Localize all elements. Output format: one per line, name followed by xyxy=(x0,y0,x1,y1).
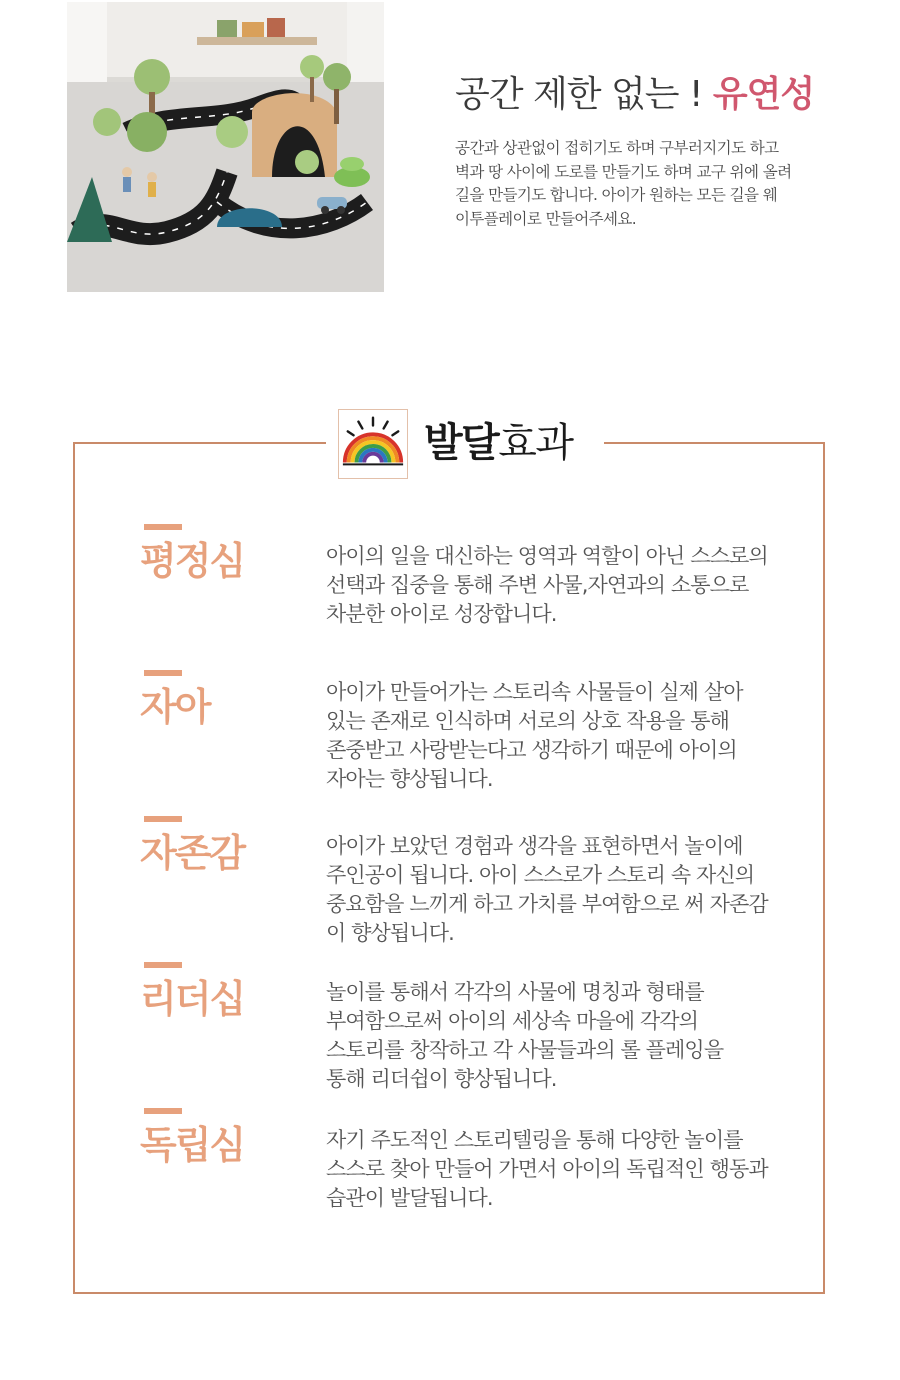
description-line: 아이가 만들어가는 스토리속 사물들이 실제 살아 xyxy=(326,680,743,704)
effect-term: 평정심 xyxy=(140,539,245,583)
description-line: 차분한 아이로 성장합니다. xyxy=(326,602,557,626)
description-line: 선택과 집중을 통해 주변 사물,자연과의 소통으로 xyxy=(326,573,749,597)
description-line: 아이가 보았던 경험과 생각을 표현하면서 놀이에 xyxy=(326,834,743,858)
accent-bar xyxy=(144,962,182,968)
effect-description xyxy=(326,978,816,1094)
effect-term: 독립심 xyxy=(140,1123,245,1167)
description-line: 습관이 발달됩니다. xyxy=(326,1186,493,1210)
description-line: 놀이를 통해서 각각의 사물에 명칭과 형태를 xyxy=(326,980,704,1004)
description-line: 존중받고 사랑받는다고 생각하기 때문에 아이의 xyxy=(326,738,737,762)
intro-line: 길을 만들기도 합니다. 아이가 원하는 모든 길을 웨 xyxy=(455,186,778,204)
description-line: 아이의 일을 대신하는 영역과 역할이 아닌 스스로의 xyxy=(326,544,768,568)
section-header xyxy=(326,405,604,483)
description-line: 자기 주도적인 스토리텔링을 통해 다양한 놀이를 xyxy=(326,1128,743,1152)
effect-description xyxy=(326,1126,816,1213)
headline-plain: 공간 제한 없는 ! xyxy=(455,74,713,115)
effect-description xyxy=(326,542,816,629)
description-line: 통해 리더쉽이 향상됩니다. xyxy=(326,1067,557,1091)
description-line: 있는 존재로 인식하며 서로의 상호 작용을 통해 xyxy=(326,709,729,733)
section-title-rest: 효과 xyxy=(498,420,573,466)
headline xyxy=(455,72,875,118)
effect-term: 리더십 xyxy=(140,977,245,1021)
intro-line: 공간과 상관없이 접히기도 하며 구부러지기도 하고 xyxy=(455,139,779,157)
accent-bar xyxy=(144,1108,182,1114)
effect-term: 자존감 xyxy=(140,831,245,875)
description-line: 스토리를 창작하고 각 사물들과의 롤 플레잉을 xyxy=(326,1038,724,1062)
rainbow-icon xyxy=(339,410,407,478)
accent-bar xyxy=(144,670,182,676)
intro-line: 벽과 땅 사이에 도로를 만들기도 하며 교구 위에 올려 xyxy=(455,162,792,181)
effect-description xyxy=(326,832,816,948)
badge xyxy=(338,409,408,479)
description-line: 중요함을 느끼게 하고 가치를 부여함으로 써 자존감 xyxy=(326,892,768,916)
description-line: 부여함으로써 아이의 세상속 마을에 각각의 xyxy=(326,1009,699,1033)
intro-text xyxy=(455,137,855,231)
intro-line: 이투플레이로 만들어주세요. xyxy=(455,209,637,228)
section-title xyxy=(424,419,573,467)
description-line: 주인공이 됩니다. 아이 스스로가 스토리 속 자신의 xyxy=(326,863,755,887)
headline-accent: 유연성 xyxy=(712,74,815,115)
effect-term: 자아 xyxy=(140,685,210,729)
description-line: 자아는 향상됩니다. xyxy=(326,767,493,791)
product-photo xyxy=(67,2,384,292)
accent-bar xyxy=(144,524,182,530)
toy-road-playset-photo xyxy=(67,2,384,292)
section-title-bold: 발달 xyxy=(424,420,499,466)
description-line: 이 향상됩니다. xyxy=(326,921,454,945)
accent-bar xyxy=(144,816,182,822)
effect-description xyxy=(326,678,816,794)
description-line: 스스로 찾아 만들어 가면서 아이의 독립적인 행동과 xyxy=(326,1157,768,1181)
